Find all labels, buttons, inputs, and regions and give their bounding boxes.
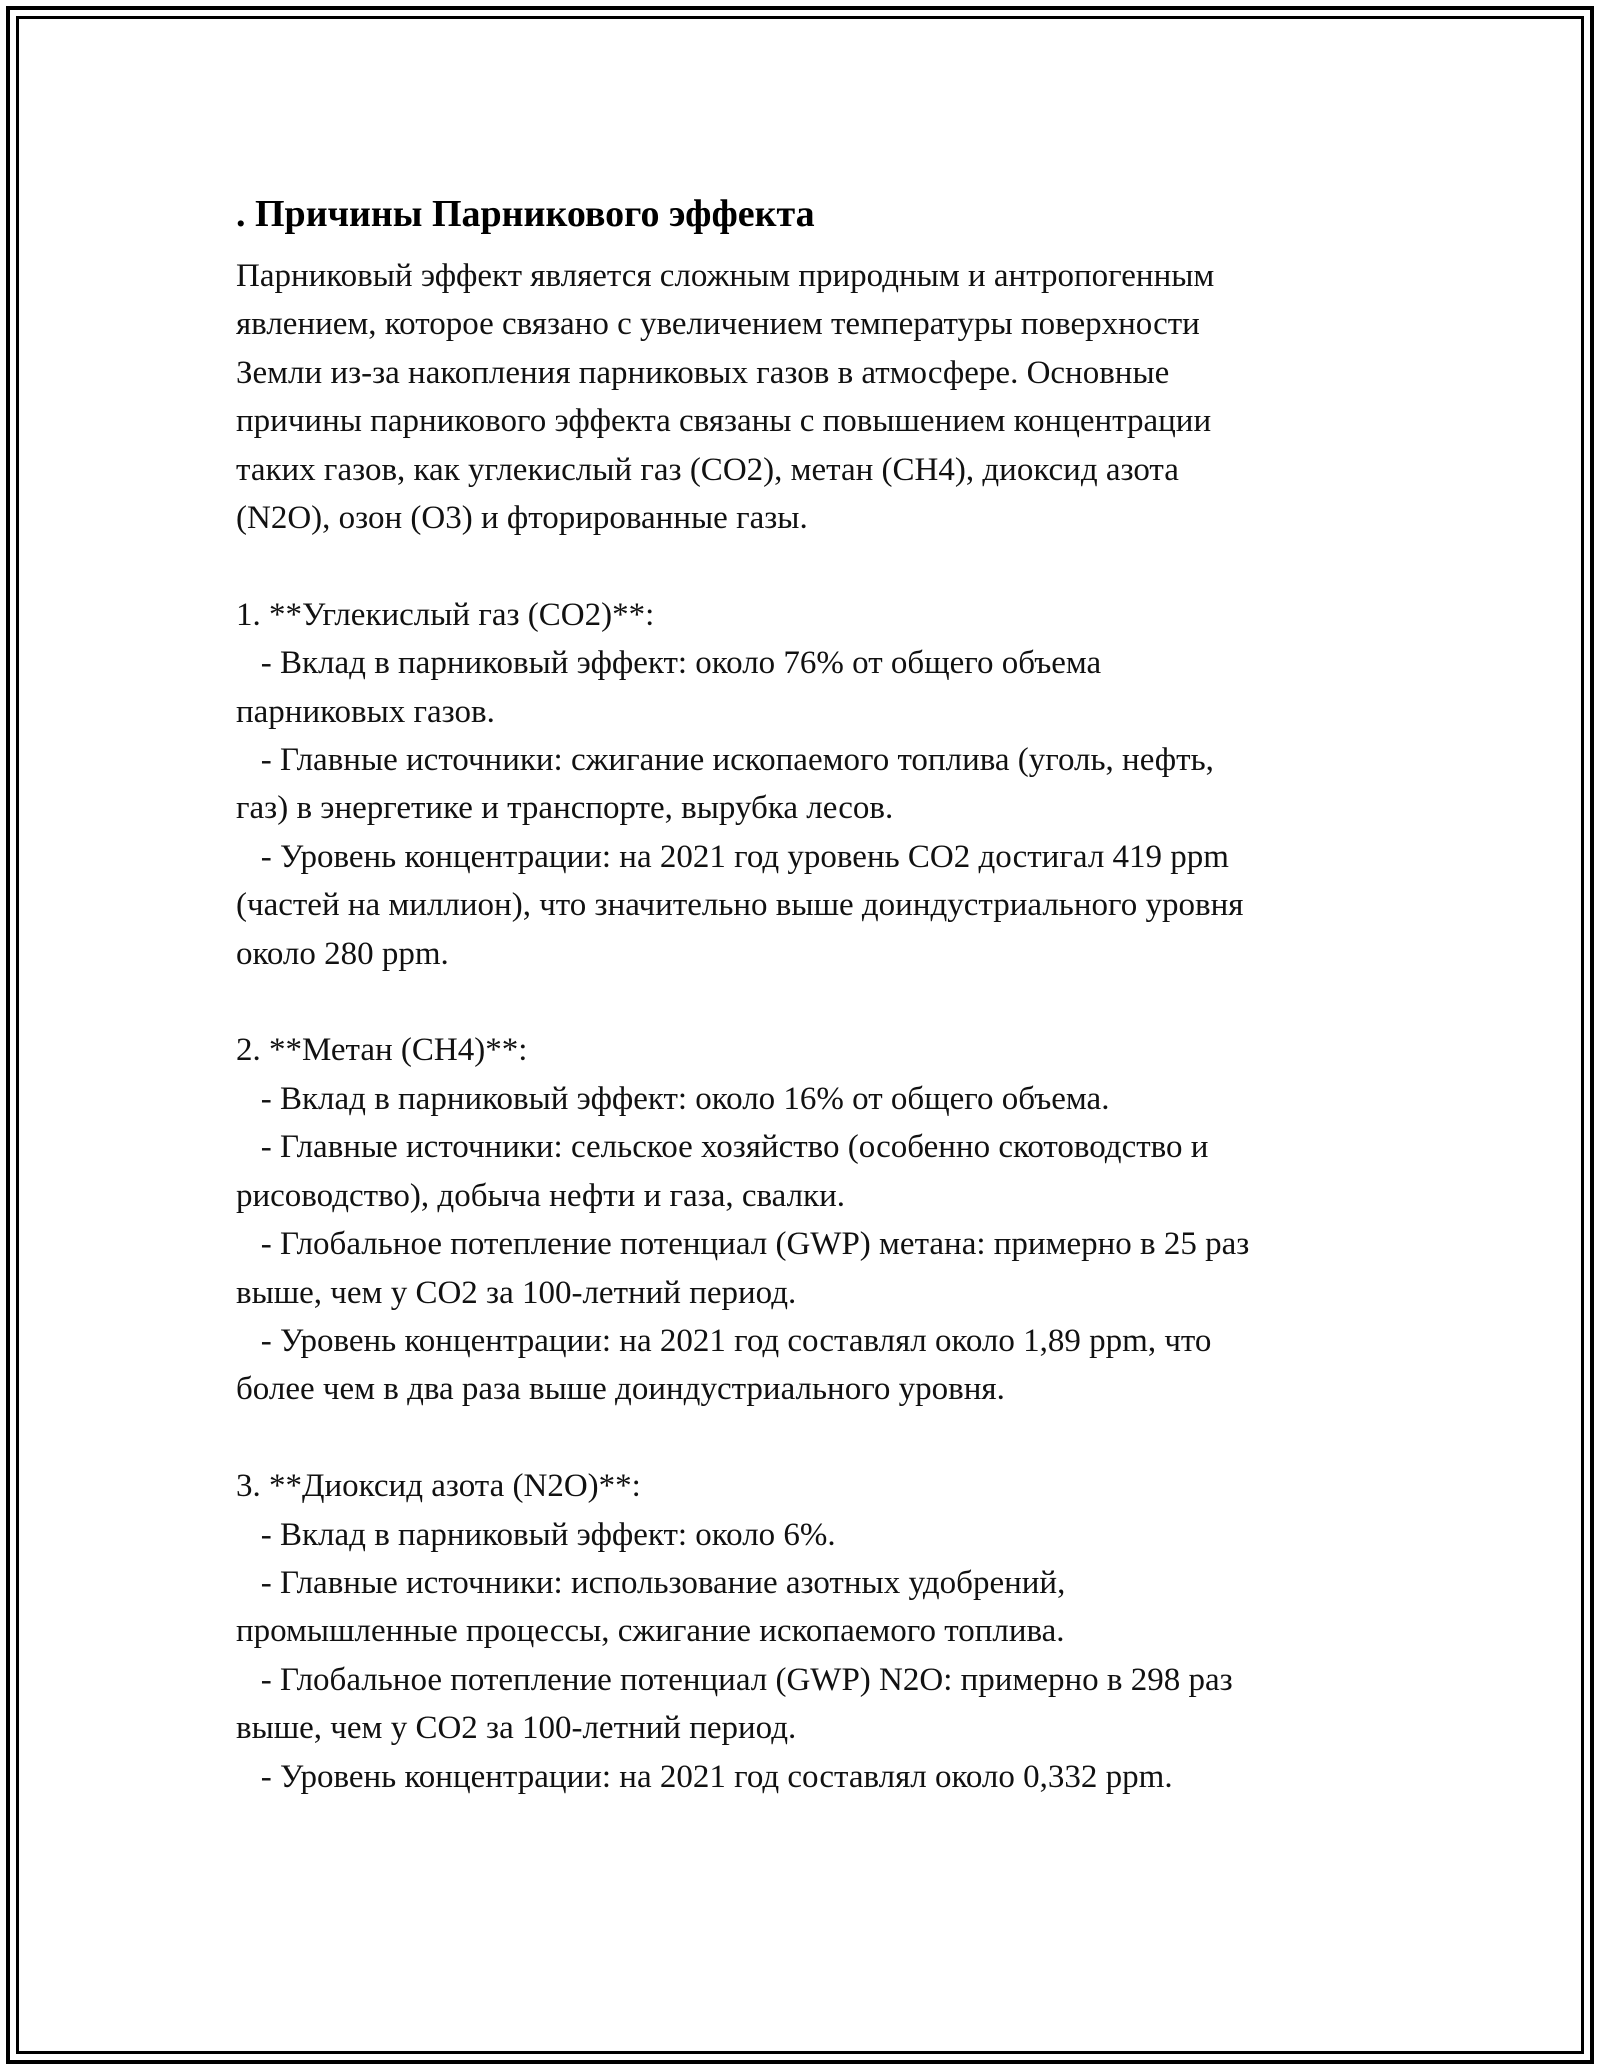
intro-line: причины парникового эффекта связаны с повышением концентрации [236, 403, 1212, 440]
intro-line: явлением, которое связано с увеличением температуры поверхности [236, 306, 1200, 343]
list-item-co2 [236, 591, 1396, 978]
list-item-line: - Вклад в парниковый эффект: около 16% от общего объема. [236, 1080, 1110, 1117]
list-item-line: выше, чем у CO2 за 100-летний период. [236, 1710, 797, 1747]
spacer [236, 542, 1396, 590]
list-item-line: - Главные источники: сжигание ископаемого топлива (уголь, нефть, [236, 742, 1214, 779]
list-item-line: - Вклад в парниковый эффект: около 6%. [236, 1516, 836, 1553]
list-item-line: (частей на миллион), что значительно выше доиндустриального уровня [236, 887, 1244, 924]
intro-line: (N2O), озон (O3) и фторированные газы. [236, 500, 808, 537]
intro-line: таких газов, как углекислый газ (CO2), метан (CH4), диоксид азота [236, 451, 1179, 488]
section-heading: . Причины Парникового эффекта [236, 193, 815, 235]
list-item-line: - Уровень концентрации: на 2021 год уровень CO2 достигал 419 ppm [236, 838, 1229, 875]
list-item-line: - Глобальное потепление потенциал (GWP) N2O: примерно в 298 раз [236, 1661, 1233, 1698]
list-item-line: выше, чем у CO2 за 100-летний период. [236, 1274, 797, 1311]
list-item-n2o [236, 1462, 1396, 1801]
list-item-line: рисоводство), добыча нефти и газа, свалки. [236, 1177, 846, 1214]
list-item-line: - Главные источники: сельское хозяйство (особенно скотоводство и [236, 1129, 1209, 1166]
list-item-line: более чем в два раза выше доиндустриального уровня. [236, 1371, 1005, 1408]
list-item-line: - Уровень концентрации: на 2021 год составлял около 1,89 ppm, что [236, 1322, 1212, 1359]
list-item-line: - Глобальное потепление потенциал (GWP) метана: примерно в 25 раз [236, 1226, 1250, 1263]
spacer [236, 978, 1396, 1026]
list-item-title: 1. **Углекислый газ (CO2)**: [236, 596, 655, 633]
list-item-line: - Вклад в парниковый эффект: около 76% от общего объема [236, 645, 1102, 682]
spacer [236, 1414, 1396, 1462]
list-item-line: газ) в энергетике и транспорте, вырубка лесов. [236, 790, 894, 827]
intro-paragraph [236, 252, 1396, 542]
intro-line: Парниковый эффект является сложным природным и антропогенным [236, 258, 1215, 294]
list-item-line: около 280 ppm. [236, 935, 449, 972]
list-item-ch4 [236, 1026, 1396, 1413]
intro-line: Земли из-за накопления парниковых газов в атмосфере. Основные [236, 354, 1170, 391]
list-item-line: - Главные источники: использование азотных удобрений, [236, 1564, 1066, 1601]
list-item-line: промышленные процессы, сжигание ископаемого топлива. [236, 1613, 1065, 1650]
document-body [236, 184, 1396, 1801]
list-item-title: 3. **Диоксид азота (N2O)**: [236, 1468, 641, 1505]
list-item-line: парниковых газов. [236, 693, 495, 730]
list-item-title: 2. **Метан (CH4)**: [236, 1032, 528, 1069]
list-item-line: - Уровень концентрации: на 2021 год составлял около 0,332 ppm. [236, 1758, 1173, 1795]
